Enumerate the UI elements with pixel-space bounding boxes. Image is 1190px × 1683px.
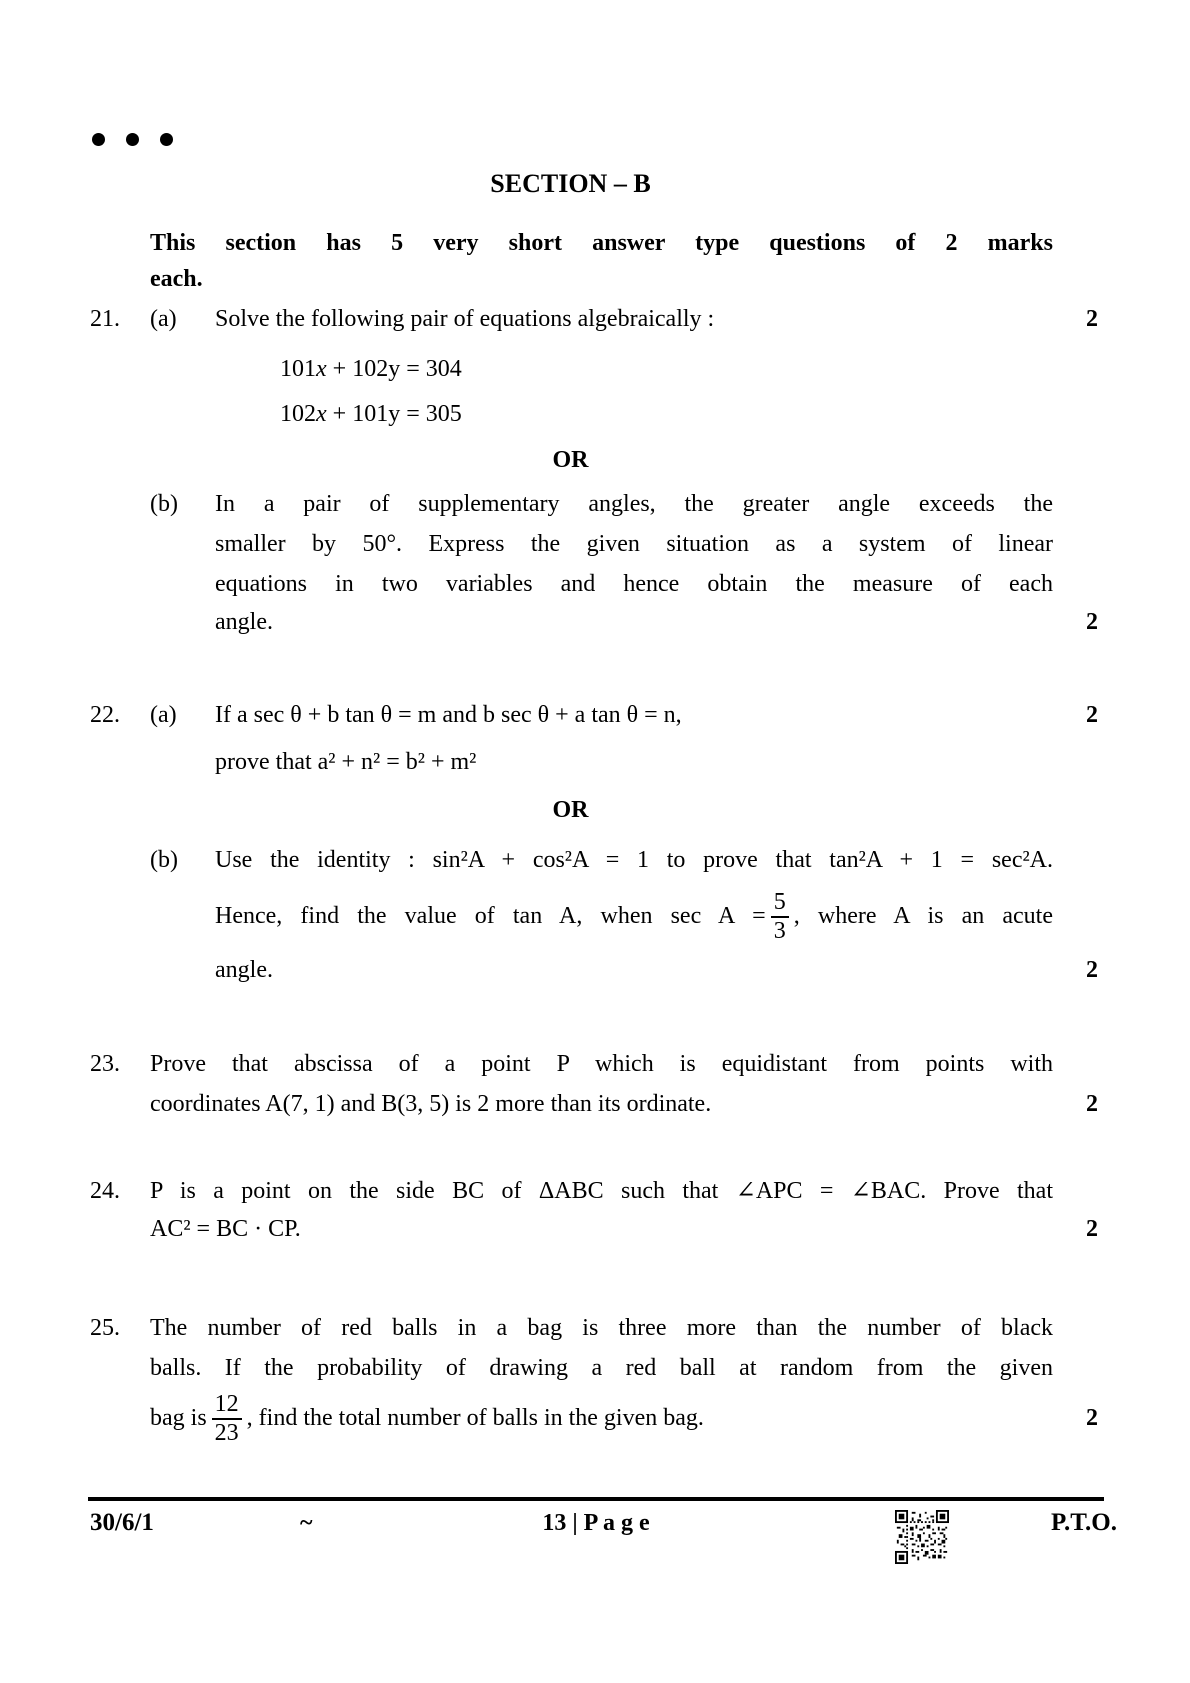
footer-page-number: 13 | P a g e	[542, 1510, 650, 1536]
question-24-number: 24.	[90, 1178, 120, 1204]
bullet-dot-icon	[126, 133, 139, 146]
bullet-dot-icon	[92, 133, 105, 146]
footer-divider	[88, 1497, 1104, 1501]
question-25-number: 25.	[90, 1315, 120, 1341]
question-25-marks: 2	[1086, 1405, 1098, 1431]
question-24-line1: P is a point on the side BC of ΔABC such that ∠APC = ∠BAC. Prove that	[150, 1178, 1053, 1204]
section-intro-line1: This section has 5 very short answer type questions of 2 marks	[150, 230, 1053, 256]
footer-pto-label: P.T.O.	[1051, 1509, 1117, 1536]
question-21a-equation-2: 102x + 101y = 305	[280, 401, 462, 427]
question-21b-label: (b)	[150, 491, 178, 517]
footer-tilde: ~	[300, 1510, 313, 1536]
question-22b-line3: angle.	[215, 957, 273, 983]
question-23-number: 23.	[90, 1051, 120, 1077]
question-22a-line2: prove that a² + n² = b² + m²	[215, 749, 477, 775]
section-intro-line2: each.	[150, 266, 203, 292]
question-25-line2: balls. If the probability of drawing a red ball at random from the given	[150, 1355, 1053, 1381]
footer-paper-code: 30/6/1	[90, 1509, 154, 1536]
question-22b-line1: Use the identity : sin²A + cos²A = 1 to prove that tan²A + 1 = sec²A.	[215, 847, 1053, 873]
question-22a-marks: 2	[1086, 702, 1098, 728]
question-21a-equation-1: 101x + 102y = 304	[280, 356, 462, 382]
question-21b-marks: 2	[1086, 609, 1098, 635]
question-21b-line2: smaller by 50°. Express the given situation as a system of linear	[215, 531, 1053, 557]
question-22a-label: (a)	[150, 702, 177, 728]
question-22-or-separator: OR	[552, 797, 589, 823]
question-22b-line2: Hence, find the value of tan A, when sec A = $\frac{5}{3}$ , where A is an acute	[215, 888, 1053, 945]
question-21b-line3: equations in two variables and hence obtain the measure of each	[215, 571, 1053, 597]
question-24-marks: 2	[1086, 1216, 1098, 1242]
question-21a-marks: 2	[1086, 306, 1098, 332]
question-21-or-separator: OR	[552, 447, 589, 473]
question-24-line2: AC² = BC · CP.	[150, 1216, 301, 1242]
fraction-5-3: $\frac{5}{3}$	[771, 890, 789, 946]
question-21a-label: (a)	[150, 306, 177, 332]
question-23-line2: coordinates A(7, 1) and B(3, 5) is 2 more than its ordinate.	[150, 1091, 712, 1117]
question-25-line3: bag is $\frac{12}{23}$ , find the total number of balls in the given bag.	[150, 1390, 704, 1447]
qr-code	[895, 1510, 949, 1564]
question-21b-line4: angle.	[215, 609, 273, 635]
question-21a-text: Solve the following pair of equations algebraically :	[215, 306, 715, 332]
question-21b-line1: In a pair of supplementary angles, the greater angle exceeds the	[215, 491, 1053, 517]
question-22-number: 22.	[90, 702, 120, 728]
section-title: SECTION – B	[490, 169, 651, 198]
question-22b-label: (b)	[150, 847, 178, 873]
question-22a-line1: If a sec θ + b tan θ = m and b sec θ + a tan θ = n,	[215, 702, 682, 728]
question-23-marks: 2	[1086, 1091, 1098, 1117]
question-22b-marks: 2	[1086, 957, 1098, 983]
question-21-number: 21.	[90, 306, 120, 332]
question-23-line1: Prove that abscissa of a point P which is equidistant from points with	[150, 1051, 1053, 1077]
question-25-line1: The number of red balls in a bag is three more than the number of black	[150, 1315, 1053, 1341]
bullet-dot-icon	[160, 133, 173, 146]
fraction-12-23: $\frac{12}{23}$	[212, 1392, 242, 1448]
